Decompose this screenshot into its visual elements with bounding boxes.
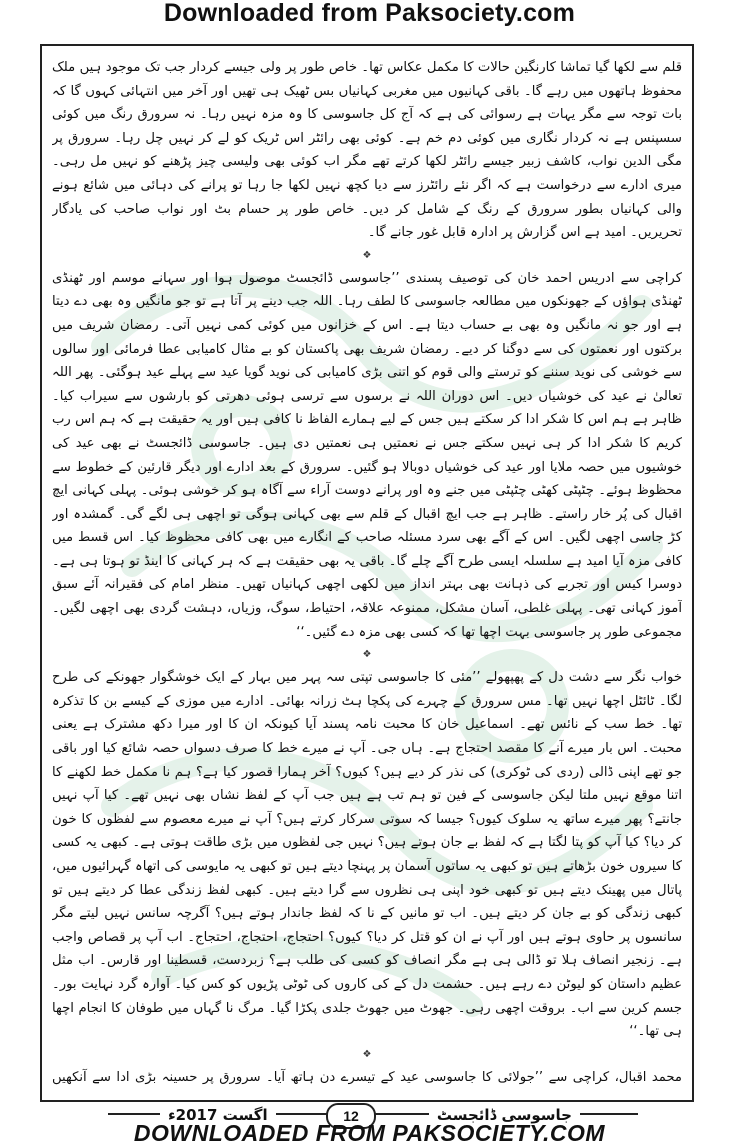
- bottom-download-banner: DOWNLOADED FROM PAKSOCIETY.COM: [133, 1120, 606, 1146]
- page-number: 12: [326, 1103, 376, 1129]
- ornament-separator: ❖: [362, 249, 372, 261]
- issue-date: اگست 2017ء: [160, 1103, 276, 1127]
- letters-body: [52, 56, 682, 1092]
- page-frame: [40, 44, 694, 1102]
- letter-2: کراچی سے ادریس احمد خان کی توصیف پسندی ’’جاسوسی ڈائجسٹ موصول ہوا اور سہانے موسم اور ٹھنڈی ٹھنڈی ہواؤں کے جھونکوں میں مطالعہ جاسوسی کا لطف رہا۔ اللہ جب دینے پر آتا ہے تو جو مانگیں وہ بھی دے دیتا ہے اور جو نہ مانگیں وہ بھی بے حساب دیتا ہے۔ اس کے خزانوں میں کوئی کمی نہیں آتی۔ رمضان شریف میں برکتوں اور نعمتوں کی سے دوگنا کر دیے۔ رمضان شریف بھی پاکستان کو بے مثال کامیابی عطا فرمائی اور سالوں سے خوشی کی نوید سننے کو ترستے والی قوم کو اتنی بڑی کامیابی کی نوید گویا عید سے پہلے عید ہوگئی۔ پھر اللہ تعالیٰ نے عید کی خوشیاں دیں۔ اس دوران اللہ نے برسوں سے ترسی ہوئی دھرتی کو بارشوں سے سیراب کیا۔ ظاہر ہے ہم اس کا شکر ادا کر سکتے ہیں جس کے لیے ہمارے الفاظ نا کافی ہیں اور یہ حقیقت ہے کہ ہم اس رب کریم کا شکر ادا کر ہی نہیں سکتے جس نے نعمتیں ہی نعمتیں دی ہیں۔ جاسوسی ڈائجسٹ نے بھی عید کی خوشیوں میں حصہ ملایا اور عید کی خوشیاں دوبالا ہو گئیں۔ سرورق کے بعد ادارے اور دیگر قارئین کے خطوط سے محظوظ ہوئے۔ چٹپٹی کھٹی چٹپٹی میں جنے وہ اور پرانے دوست آراء سے آگاہ ہو کر خوشی ہوئی۔ پہلی کہانی ایچ اقبال کی پُر خار راستے۔ ظاہر ہے جب ایچ اقبال کے قلم سے بھی کہانی ہوگی تو اچھی ہی لگے گی۔ گمشدہ اور کڑ جاسی اچھی لگیں۔ اس کے آگے بھی سرد مسئلہ صاحب کے انگارے میں بھی کافی محظوظ کیا۔ اس قسط میں کافی مزہ آیا امید ہے سلسلہ ایسی طرح آگے چلے گا۔ باقی یہ بھی حقیقت ہے کہ ہر کہانی کا اینڈ تو ہوتا ہی ہے۔ دوسرا کیس اور تجربے کی ذہانت بھی بہتر انداز میں لکھی اچھی کہانیاں تھیں۔ منظر امام کی فقیرانہ آئے سبق آموز کہانی تھی۔ پہلی غلطی، آسان مشکل، ممنوعہ علاقہ، احتیاط، سوگ، وزیاں، دہشت گردی بھی اچھی لگیں۔ مجموعی طور پر جاسوسی بہت اچھا تھا کہ کسی بھی مزہ دے گئیں۔‘‘: [52, 270, 682, 640]
- letter-4: محمد اقبال، کراچی سے ’’جولائی کا جاسوسی عید کے تیسرے دن ہاتھ آیا۔ سرورق پر حسینہ بڑی ادا سے آنکھیں: [52, 1069, 682, 1085]
- letter-3: خواب نگر سے دشت دل کے پھپھولے ’’مئی کا جاسوسی تپتی سہ پہر میں بہار کے ایک خوشگوار جھونکے کی طرح لگا۔ ٹائٹل اچھا نہیں تھا۔ مس سرورق کے چہرے کی پکچا ہٹ زرانہ بھائی۔ ادارے میں موزی کے کیسے بن کا تذکرہ تھا۔ خط سب کے نائس تھے۔ اسماعیل خان کا محبت نامہ پسند آیا کیونکہ ان کا اور میرا دکھ مشترک ہے یعنی محبت۔ اس بار میرے آنے کا مقصد احتجاج ہے۔ ہاں جی۔ آپ نے میرے خط کا صرف دسواں حصہ شائع کیا اور باقی جو تھے اپنی ڈالی (ردی کی ٹوکری) کی نذر کر دیے ہیں؟ کیوں؟ آخر ہمارا قصور کیا ہے؟ ہم نا مکمل خط لکھنے کا اتنا موقع نہیں ملتا لیکن جاسوسی کے فین تو ہم تب ہے ہیں جب آپ کے لفظ نشاں بھی نہیں تھے۔ کیا آپ نہیں جانتے؟ پھر میرے ساتھ یہ سلوک کیوں؟ جیسا کہ سوتی سرکار کرتے ہیں؟ آپ نے میرے معصوم سے لفظوں کا خون کر دیا؟ کیا آپ کو پتا لگتا ہے کہ لفظ بے جان ہوتے ہیں؟ نہیں جی لفظوں میں بڑی طاقت ہوتی ہے۔ کبھی یہ کسی کا سیروں خون بڑھاتے ہیں تو کبھی یہ ساتوں آسمان پر پہنچا دیتے ہیں تو کبھی یہ مایوسی کی اتھاہ گہرائیوں میں، پاتال میں پھینک دیتے ہیں تو کبھی خود اپنی ہی نظروں سے گرا دیتے ہیں۔ کبھی لفظ زندگی عطا کر دیتے ہیں تو کبھی زندگی کو بے جان کر دیتے ہیں۔ اب تو مانیں کے نا کہ لفظ جاندار ہوتے ہیں؟ آگرچہ سانس نہیں لیتے مگر سانسوں پر حاوی ہوتے ہیں اور آپ نے ان کو قتل کر دیا؟ کیوں؟ احتجاج، احتجاج، احتجاج۔ اب آپ پر قصاص واجب ہے۔ زنجیر انصاف ہلا تو ڈالی ہی ہے مگر انصاف کو کسی کی طلب ہے؟ زبردست، قسطینا اور قارس۔ اب مثل عظیم داستان کو لیوٹن دے رہے ہیں۔ حشمت دل کے کی کاروں کی ٹوٹی پڑیوں کو کس کیا۔ آوارہ گرد نہایت بور۔ جسم کرین سے اب۔ بروقت اچھی رہی۔ جھوٹ میں جھوٹ جلدی پکڑا گیا۔ مرگ نا گہاں میں طوفان کا انجام اچھا ہی تھا۔‘‘: [52, 670, 682, 1040]
- ornament-separator: ❖: [362, 1048, 372, 1060]
- ornament-separator: ❖: [362, 649, 372, 661]
- letter-1: قلم سے لکھا گیا تماشا کارنگین حالات کا مکمل عکاس تھا۔ خاص طور پر ولی جیسے کردار جب تک موجود ہیں ملک محفوظ ہاتھوں میں رہے گا۔ باقی کہانیوں میں مغربی کہانیاں بس ٹھیک ہی تھیں اور آخر میں انتہائی کہوں گا کہ بات توجہ سے مگر یہات ہے رسوائی کی ہے کہ آج کل جاسوسی کا وہ مزہ نہیں رہا۔ نہ سرورق رنگ میں کوئی سسپنس ہے نہ کردار نگاری میں کوئی دم خم ہے۔ کوئی بھی رائٹر اس ٹریک کو لے کر نہیں چل رہا۔ سرورق پر مگی الدین نواب، کاشف زبیر جیسے رائٹر لکھا کرتے تھے مگر اب کوئی بھی ولیسی چیز پڑھنے کو نہیں مل رہی۔ میری ادارے سے درخواست ہے کہ اگر نئے رائٹرز سے دیا کچھ نہیں لکھا جا رہا تو پرانے کی دہائی میں شائع ہونے والی کہانیاں بطور سرورق کے رنگ کے شامل کر دیں۔ خاص طور پر حسام بٹ اور نواب صاحب کی یادگار تحریریں۔ امید ہے اس گزارش پر ادارہ قابل غور جانے گا۔: [52, 60, 682, 241]
- magazine-name: جاسوسی ڈائجسٹ: [429, 1103, 580, 1127]
- top-download-banner: Downloaded from Paksociety.com: [163, 0, 576, 27]
